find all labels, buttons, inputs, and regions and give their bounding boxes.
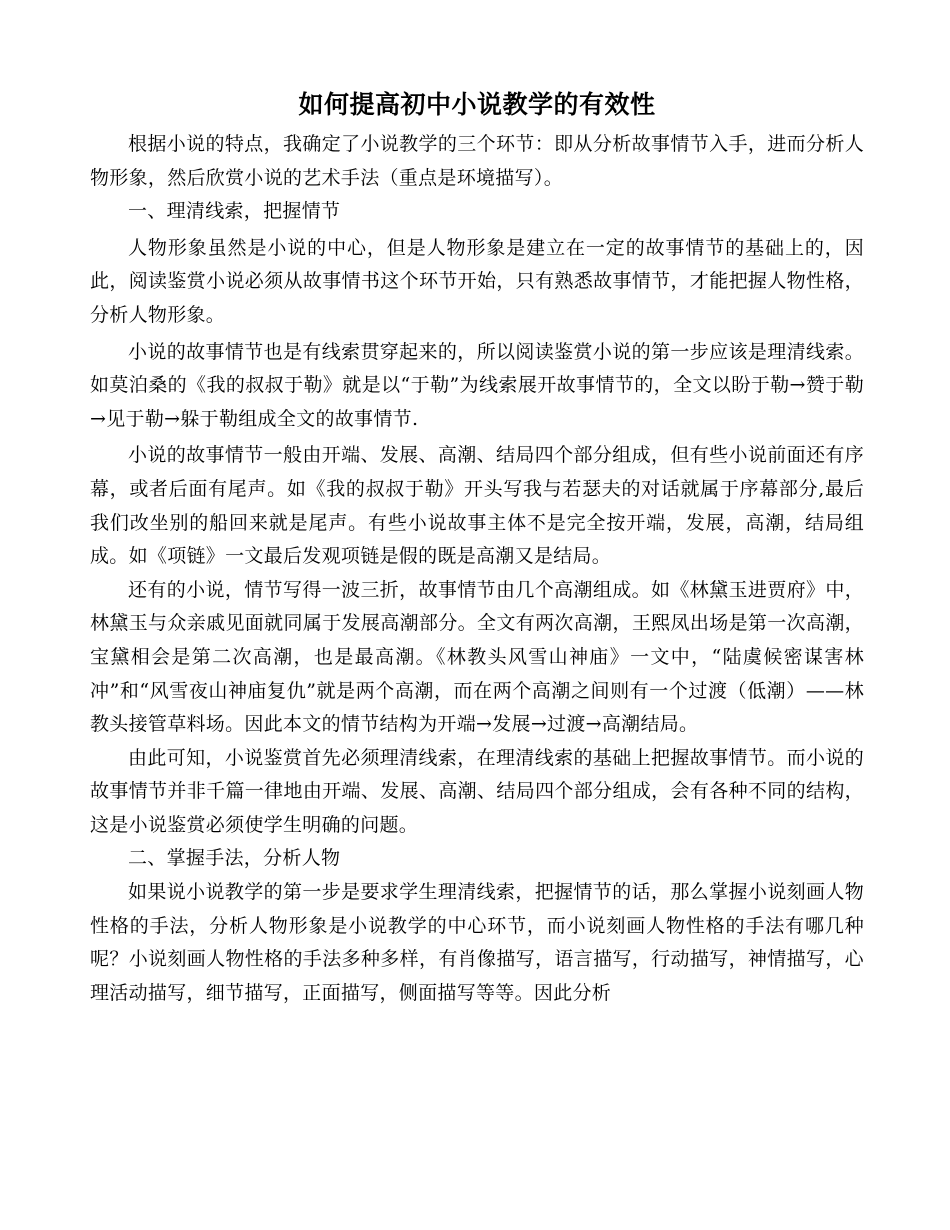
paragraph-intro: 根据小说的特点，我确定了小说教学的三个环节：即从分析故事情节入手，进而分析人物形象，然后欣赏小说的艺术手法（重点是环境描写）。 <box>90 133 864 189</box>
paragraph: 由此可知，小说鉴赏首先必须理清线索，在理清线索的基础上把握故事情节。而小说的故事情节并非千篇一律地由开端、发展、高潮、结局四个部分组成，会有各种不同的结构，这是小说鉴赏必须使学生明确的问题。 <box>90 746 864 836</box>
paragraph: 如果说小说教学的第一步是要求学生理清线索，把握情节的话，那么掌握小说刻画人物性格的手法，分析人物形象是小说教学的中心环节，而小说刻画人物性格的手法有哪几种呢？小说刻画人物性格的手法多种多样，有肖像描写，语言描写，行动描写，神情描写，心理活动描写，细节描写，正面描写，侧面描写等等。因此分析 <box>90 881 864 1004</box>
paragraph: 还有的小说，情节写得一波三折，故事情节由几个高潮组成。如《林黛玉进贾府》中，林黛玉与众亲戚见面就同属于发展高潮部分。全文有两次高潮，王熙凤出场是第一次高潮，宝黛相会是第二次高潮，也是最高潮。《林教头风雪山神庙》一文中，“陆虞候密谋害林冲”和“风雪夜山神庙复仇”就是两个高潮，而在两个高潮之间则有一个过渡（低潮）——林教头接管草料场。因此本文的情节结构为开端→发展→过渡→高潮结局。 <box>90 578 864 736</box>
section-heading-1: 一、理清线索，把握情节 <box>128 200 341 223</box>
section-heading-2: 二、掌握手法，分析人物 <box>128 847 341 870</box>
document-title: 如何提高初中小说教学的有效性 <box>298 90 656 119</box>
paragraph: 小说的故事情节也是有线索贯穿起来的，所以阅读鉴赏小说的第一步应该是理清线索。如莫泊桑的《我的叔叔于勒》就是以“于勒”为线索展开故事情节的，全文以盼于勒→赞于勒→见于勒→躲于勒组成全文的故事情节. <box>90 340 864 430</box>
paragraph: 小说的故事情节一般由开端、发展、高潮、结局四个部分组成，但有些小说前面还有序幕，或者后面有尾声。如《我的叔叔于勒》开头写我与若瑟夫的对话就属于序幕部分,最后我们改坐别的船回来就是尾声。有些小说故事主体不是完全按开端，发展，高潮，结局组成。如《项链》一文最后发观项链是假的既是高潮又是结局。 <box>90 444 864 568</box>
document-page <box>90 86 864 1010</box>
paragraph: 人物形象虽然是小说的中心，但是人物形象是建立在一定的故事情节的基础上的，因此，阅读鉴赏小说必须从故事情书这个环节开始，只有熟悉故事情节，才能把握人物性格，分析人物形象。 <box>90 236 864 326</box>
